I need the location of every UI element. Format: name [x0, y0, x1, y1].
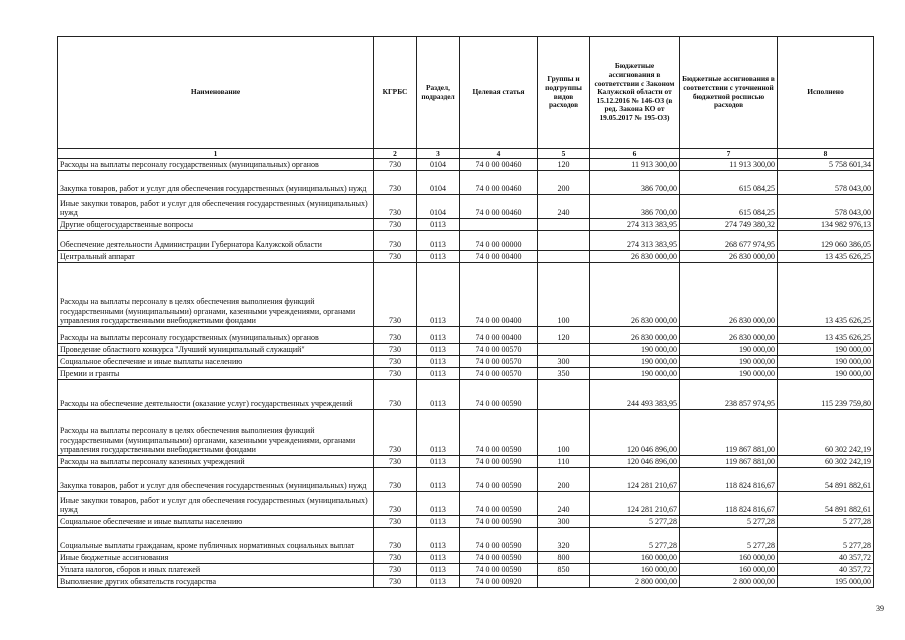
cell-name: Расходы на выплаты персоналу казенных учреждений: [58, 456, 374, 468]
cell-gruppy: [538, 219, 590, 231]
cell-razdel: 0113: [417, 576, 460, 588]
header-assign-refined: Бюджетные ассигнования в соответствии с уточненной бюджетной росписью расходов: [680, 37, 778, 149]
cell-assign-refined: 238 857 974,95: [680, 380, 778, 410]
cell-name: Проведение областного конкурса "Лучший муниципальный служащий": [58, 344, 374, 356]
cell-celevaya: 74 0 00 00590: [460, 552, 538, 564]
cell-kgrbs: 730: [374, 468, 417, 492]
cell-kgrbs: 730: [374, 576, 417, 588]
cell-celevaya: 74 0 00 00460: [460, 171, 538, 195]
cell-gruppy: 350: [538, 368, 590, 380]
cell-ispolneno: 190 000,00: [778, 368, 874, 380]
cell-assign-refined: 190 000,00: [680, 356, 778, 368]
cell-razdel: 0113: [417, 380, 460, 410]
cell-ispolneno: 40 357,72: [778, 552, 874, 564]
cell-assign-law: 386 700,00: [590, 195, 680, 219]
cell-gruppy: 850: [538, 564, 590, 576]
header-razdel: Раздел, подраздел: [417, 37, 460, 149]
cell-kgrbs: 730: [374, 516, 417, 528]
cell-name: Иные бюджетные ассигнования: [58, 552, 374, 564]
cell-kgrbs: 730: [374, 368, 417, 380]
cell-celevaya: 74 0 00 00590: [460, 516, 538, 528]
cell-assign-refined: 615 084,25: [680, 195, 778, 219]
table-row: [58, 576, 874, 588]
cell-ispolneno: 13 435 626,25: [778, 263, 874, 327]
cell-assign-refined: 119 867 881,00: [680, 410, 778, 456]
table-row: [58, 380, 874, 410]
cell-assign-refined: 190 000,00: [680, 368, 778, 380]
cell-assign-law: 190 000,00: [590, 368, 680, 380]
column-number: 4: [460, 149, 538, 159]
cell-kgrbs: 730: [374, 528, 417, 552]
cell-kgrbs: 730: [374, 327, 417, 344]
cell-name: Социальное обеспечение и иные выплаты населению: [58, 356, 374, 368]
cell-ispolneno: 40 357,72: [778, 564, 874, 576]
cell-assign-law: 124 281 210,67: [590, 492, 680, 516]
cell-assign-refined: 119 867 881,00: [680, 456, 778, 468]
cell-gruppy: 240: [538, 195, 590, 219]
cell-assign-law: 160 000,00: [590, 564, 680, 576]
table-row: [58, 492, 874, 516]
cell-razdel: 0113: [417, 528, 460, 552]
cell-gruppy: [538, 251, 590, 263]
cell-razdel: 0113: [417, 344, 460, 356]
cell-assign-law: 11 913 300,00: [590, 159, 680, 171]
cell-razdel: 0113: [417, 410, 460, 456]
cell-name: Расходы на выплаты персоналу государственных (муниципальных) органов: [58, 327, 374, 344]
cell-assign-refined: 268 677 974,95: [680, 231, 778, 251]
cell-ispolneno: 195 000,00: [778, 576, 874, 588]
cell-ispolneno: 13 435 626,25: [778, 327, 874, 344]
header-name: Наименование: [58, 37, 374, 149]
table-row: [58, 159, 874, 171]
cell-razdel: 0113: [417, 368, 460, 380]
table-row: [58, 171, 874, 195]
cell-name: Премии и гранты: [58, 368, 374, 380]
cell-assign-refined: 118 824 816,67: [680, 468, 778, 492]
cell-kgrbs: 730: [374, 356, 417, 368]
cell-razdel: 0104: [417, 171, 460, 195]
cell-assign-law: 124 281 210,67: [590, 468, 680, 492]
cell-ispolneno: 129 060 386,05: [778, 231, 874, 251]
cell-name: Центральный аппарат: [58, 251, 374, 263]
cell-kgrbs: 730: [374, 564, 417, 576]
cell-name: Закупка товаров, работ и услуг для обеспечения государственных (муниципальных) нужд: [58, 171, 374, 195]
cell-gruppy: 300: [538, 516, 590, 528]
cell-name: Выполнение других обязательств государства: [58, 576, 374, 588]
header-gruppy: Группы и подгруппы видов расходов: [538, 37, 590, 149]
cell-celevaya: 74 0 00 00400: [460, 251, 538, 263]
cell-kgrbs: 730: [374, 171, 417, 195]
cell-celevaya: 74 0 00 00590: [460, 456, 538, 468]
cell-kgrbs: 730: [374, 251, 417, 263]
cell-assign-law: 160 000,00: [590, 552, 680, 564]
cell-razdel: 0113: [417, 263, 460, 327]
table-row: [58, 516, 874, 528]
cell-ispolneno: 578 043,00: [778, 171, 874, 195]
cell-razdel: 0113: [417, 356, 460, 368]
cell-kgrbs: 730: [374, 410, 417, 456]
cell-gruppy: 120: [538, 327, 590, 344]
cell-gruppy: 120: [538, 159, 590, 171]
cell-kgrbs: 730: [374, 219, 417, 231]
cell-gruppy: [538, 344, 590, 356]
cell-celevaya: 74 0 00 00000: [460, 231, 538, 251]
cell-assign-law: 190 000,00: [590, 356, 680, 368]
cell-assign-law: 274 313 383,95: [590, 231, 680, 251]
cell-razdel: 0113: [417, 492, 460, 516]
table-row: [58, 410, 874, 456]
cell-razdel: 0113: [417, 456, 460, 468]
cell-ispolneno: 5 277,28: [778, 528, 874, 552]
cell-ispolneno: 54 891 882,61: [778, 492, 874, 516]
table-row: [58, 327, 874, 344]
column-number: 3: [417, 149, 460, 159]
cell-kgrbs: 730: [374, 159, 417, 171]
cell-assign-law: 26 830 000,00: [590, 327, 680, 344]
table-row: [58, 468, 874, 492]
cell-celevaya: 74 0 00 00400: [460, 263, 538, 327]
cell-gruppy: [538, 231, 590, 251]
cell-assign-refined: 26 830 000,00: [680, 251, 778, 263]
cell-assign-law: 190 000,00: [590, 344, 680, 356]
cell-celevaya: 74 0 00 00570: [460, 356, 538, 368]
table-row: [58, 251, 874, 263]
cell-kgrbs: 730: [374, 456, 417, 468]
cell-razdel: 0113: [417, 251, 460, 263]
table-row: [58, 564, 874, 576]
cell-celevaya: 74 0 00 00590: [460, 528, 538, 552]
column-number: 1: [58, 149, 374, 159]
cell-name: Расходы на выплаты персоналу в целях обеспечения выполнения функций государственными (муниципальными) органами, казенными учреждениями, органами управления государственными внебюджетными фондами: [58, 263, 374, 327]
cell-celevaya: 74 0 00 00460: [460, 159, 538, 171]
cell-kgrbs: 730: [374, 380, 417, 410]
cell-kgrbs: 730: [374, 231, 417, 251]
cell-ispolneno: 60 302 242,19: [778, 410, 874, 456]
cell-assign-law: 244 493 383,95: [590, 380, 680, 410]
cell-assign-law: 5 277,28: [590, 516, 680, 528]
cell-assign-law: 386 700,00: [590, 171, 680, 195]
cell-assign-law: 26 830 000,00: [590, 251, 680, 263]
cell-kgrbs: 730: [374, 195, 417, 219]
cell-gruppy: 320: [538, 528, 590, 552]
cell-razdel: 0113: [417, 564, 460, 576]
column-number-row: [58, 149, 874, 159]
cell-ispolneno: 134 982 976,13: [778, 219, 874, 231]
cell-celevaya: 74 0 00 00590: [460, 380, 538, 410]
cell-name: Иные закупки товаров, работ и услуг для обеспечения государственных (муниципальных) нужд: [58, 492, 374, 516]
cell-assign-law: 120 046 896,00: [590, 410, 680, 456]
cell-assign-refined: 5 277,28: [680, 528, 778, 552]
cell-assign-refined: 274 749 380,32: [680, 219, 778, 231]
cell-ispolneno: 60 302 242,19: [778, 456, 874, 468]
cell-kgrbs: 730: [374, 344, 417, 356]
table-body: [58, 159, 874, 588]
cell-assign-refined: 26 830 000,00: [680, 263, 778, 327]
column-number: 7: [680, 149, 778, 159]
table-row: [58, 552, 874, 564]
cell-assign-law: 5 277,28: [590, 528, 680, 552]
cell-ispolneno: 190 000,00: [778, 356, 874, 368]
cell-gruppy: 240: [538, 492, 590, 516]
cell-name: Социальное обеспечение и иные выплаты населению: [58, 516, 374, 528]
budget-table: [57, 36, 874, 588]
cell-ispolneno: 115 239 759,80: [778, 380, 874, 410]
cell-gruppy: [538, 380, 590, 410]
cell-assign-law: 2 800 000,00: [590, 576, 680, 588]
header-kgrbs: КГРБС: [374, 37, 417, 149]
cell-assign-refined: 2 800 000,00: [680, 576, 778, 588]
cell-assign-law: 26 830 000,00: [590, 263, 680, 327]
column-number: 5: [538, 149, 590, 159]
cell-kgrbs: 730: [374, 263, 417, 327]
cell-celevaya: 74 0 00 00460: [460, 195, 538, 219]
header-celevaya: Целевая статья: [460, 37, 538, 149]
cell-name: Расходы на обеспечение деятельности (оказание услуг) государственных учреждений: [58, 380, 374, 410]
cell-celevaya: 74 0 00 00590: [460, 468, 538, 492]
header-row: [58, 37, 874, 149]
table-row: [58, 195, 874, 219]
cell-kgrbs: 730: [374, 492, 417, 516]
cell-name: Расходы на выплаты персоналу в целях обеспечения выполнения функций государственными (муниципальными) органами, казенными учреждениями, органами управления государственными внебюджетными фондами: [58, 410, 374, 456]
cell-gruppy: 800: [538, 552, 590, 564]
cell-gruppy: [538, 576, 590, 588]
cell-gruppy: 100: [538, 263, 590, 327]
cell-assign-refined: 11 913 300,00: [680, 159, 778, 171]
cell-name: Уплата налогов, сборов и иных платежей: [58, 564, 374, 576]
cell-assign-refined: 615 084,25: [680, 171, 778, 195]
cell-razdel: 0113: [417, 327, 460, 344]
cell-assign-refined: 160 000,00: [680, 552, 778, 564]
cell-name: Обеспечение деятельности Администрации Губернатора Калужской области: [58, 231, 374, 251]
cell-celevaya: 74 0 00 00590: [460, 492, 538, 516]
cell-name: Закупка товаров, работ и услуг для обеспечения государственных (муниципальных) нужд: [58, 468, 374, 492]
cell-celevaya: [460, 219, 538, 231]
cell-gruppy: 110: [538, 456, 590, 468]
column-number: 8: [778, 149, 874, 159]
cell-name: Иные закупки товаров, работ и услуг для обеспечения государственных (муниципальных) нужд: [58, 195, 374, 219]
cell-name: Расходы на выплаты персоналу государственных (муниципальных) органов: [58, 159, 374, 171]
cell-assign-refined: 160 000,00: [680, 564, 778, 576]
cell-celevaya: 74 0 00 00590: [460, 564, 538, 576]
cell-razdel: 0113: [417, 516, 460, 528]
cell-celevaya: 74 0 00 00400: [460, 327, 538, 344]
page-number: 39: [876, 604, 884, 613]
cell-ispolneno: 5 277,28: [778, 516, 874, 528]
cell-razdel: 0113: [417, 231, 460, 251]
cell-gruppy: 100: [538, 410, 590, 456]
cell-name: Другие общегосударственные вопросы: [58, 219, 374, 231]
cell-razdel: 0113: [417, 468, 460, 492]
cell-gruppy: 200: [538, 468, 590, 492]
cell-celevaya: 74 0 00 00920: [460, 576, 538, 588]
cell-assign-refined: 5 277,28: [680, 516, 778, 528]
cell-assign-law: 274 313 383,95: [590, 219, 680, 231]
table-row: [58, 219, 874, 231]
table-row: [58, 456, 874, 468]
table-row: [58, 528, 874, 552]
cell-razdel: 0113: [417, 552, 460, 564]
cell-celevaya: 74 0 00 00590: [460, 410, 538, 456]
table-row: [58, 231, 874, 251]
header-assign-law: Бюджетные ассигнования в соответствии с Законом Калужской области от 15.12.2016 № 146-ОЗ (в ред. Закона КО от 19.05.2017 № 195-ОЗ): [590, 37, 680, 149]
cell-assign-refined: 118 824 816,67: [680, 492, 778, 516]
cell-ispolneno: 5 758 601,34: [778, 159, 874, 171]
cell-assign-refined: 26 830 000,00: [680, 327, 778, 344]
cell-name: Социальные выплаты гражданам, кроме публичных нормативных социальных выплат: [58, 528, 374, 552]
cell-ispolneno: 13 435 626,25: [778, 251, 874, 263]
cell-gruppy: 300: [538, 356, 590, 368]
cell-razdel: 0113: [417, 219, 460, 231]
cell-razdel: 0104: [417, 195, 460, 219]
cell-gruppy: 200: [538, 171, 590, 195]
column-number: 2: [374, 149, 417, 159]
cell-celevaya: 74 0 00 00570: [460, 368, 538, 380]
cell-kgrbs: 730: [374, 552, 417, 564]
cell-ispolneno: 578 043,00: [778, 195, 874, 219]
column-number: 6: [590, 149, 680, 159]
cell-ispolneno: 190 000,00: [778, 344, 874, 356]
table-row: [58, 356, 874, 368]
table-row: [58, 344, 874, 356]
cell-assign-refined: 190 000,00: [680, 344, 778, 356]
cell-ispolneno: 54 891 882,61: [778, 468, 874, 492]
header-ispolneno: Исполнено: [778, 37, 874, 149]
table-row: [58, 368, 874, 380]
cell-celevaya: 74 0 00 00570: [460, 344, 538, 356]
table-row: [58, 263, 874, 327]
cell-razdel: 0104: [417, 159, 460, 171]
cell-assign-law: 120 046 896,00: [590, 456, 680, 468]
